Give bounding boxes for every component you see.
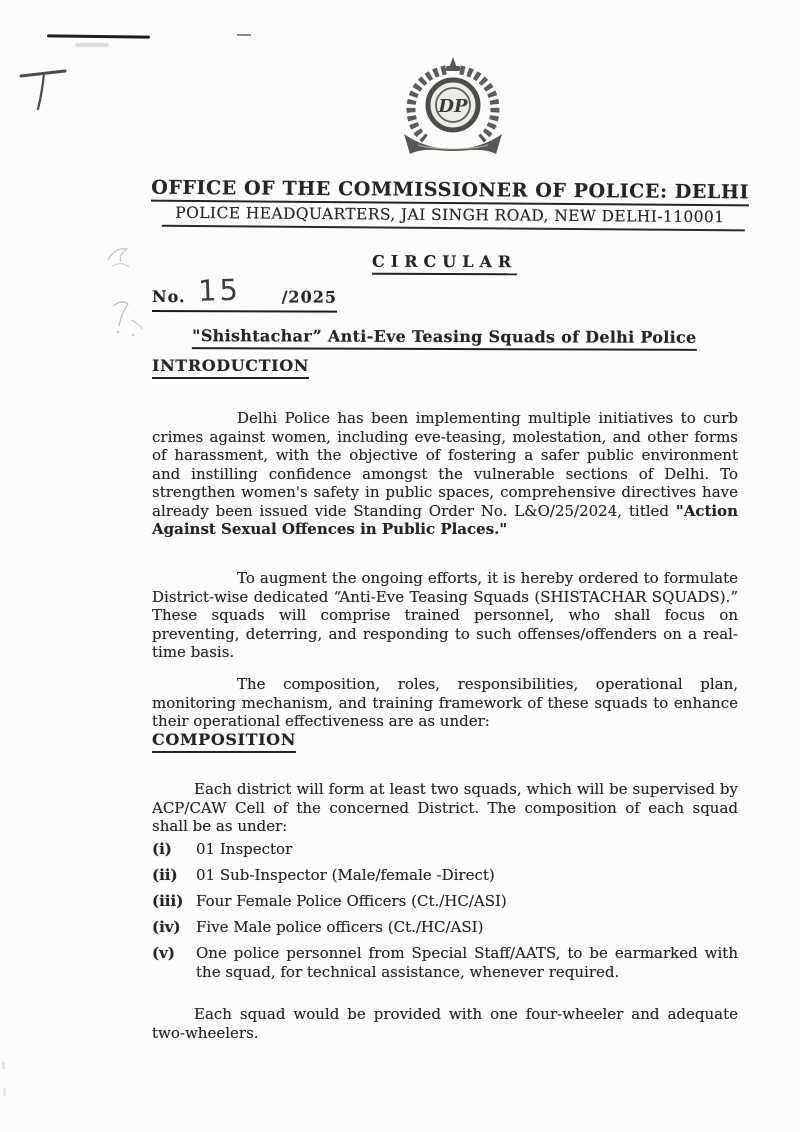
list-item	[152, 918, 738, 937]
circular-title: "Shishtachar” Anti-Eve Teasing Squads of Delhi Police	[192, 326, 696, 351]
composition-paragraph-2: Each squad would be provided with one four-wheeler and adequate two-wheelers.	[152, 1005, 738, 1042]
circular-number	[151, 272, 338, 313]
list-item	[152, 892, 738, 911]
introduction-heading: INTRODUCTION	[152, 356, 309, 379]
letterhead-rule	[162, 225, 745, 232]
list-item-number: (i)	[152, 840, 172, 858]
list-item-text: Five Male police officers (Ct./HC/ASI)	[196, 918, 484, 936]
list-item	[152, 840, 738, 859]
introduction-paragraph-3: The composition, roles, responsibilities, operational plan, monitoring mechanism, and training framework of these squads to enhance their operational effectiveness are as under:	[152, 675, 738, 730]
list-item-text: Four Female Police Officers (Ct./HC/ASI)	[196, 892, 507, 910]
list-item	[152, 866, 738, 885]
list-item-text: One police personnel from Special Staff/AATS, to be earmarked with the squad, for technical assistance, whenever required.	[196, 944, 738, 981]
composition-heading: COMPOSITION	[152, 730, 296, 753]
scan-artifact-smear	[75, 43, 109, 47]
scan-artifact-line	[47, 34, 150, 38]
circular-number-year: /2025	[281, 287, 338, 307]
composition-list	[152, 840, 738, 989]
office-title: OFFICE OF THE COMMISSIONER OF POLICE: DELHI	[151, 177, 749, 207]
handwritten-circular-number: 15	[197, 272, 242, 308]
paragraph-text: Delhi Police has been implementing multiple initiatives to curb crimes against women, including eve-teasing, molestation, and other forms of harassment, with the objective of fostering a safer public environment and instilling confidence amongst the vulnerable sections of Delhi. To strengthen women's safety in public spaces, comprehensive directives have already been issued vide Standing Order No. L&O/25/2024, titled	[152, 409, 738, 520]
scan-artifact-dash	[237, 34, 251, 36]
scan-speck	[2, 1062, 5, 1069]
introduction-paragraph-1	[152, 409, 738, 539]
circular-heading: CIRCULAR	[372, 252, 517, 276]
list-item-number: (iii)	[152, 892, 184, 910]
pencil-smudge	[103, 294, 155, 340]
list-item-number: (iv)	[152, 918, 181, 936]
list-item-number: (ii)	[152, 866, 178, 884]
list-item-text: 01 Sub-Inspector (Male/female -Direct)	[196, 866, 495, 884]
list-item-number: (v)	[152, 944, 175, 962]
scan-speck	[3, 1088, 6, 1096]
address-line: POLICE HEADQUARTERS, JAI SINGH ROAD, NEW DELHI-110001	[175, 203, 725, 227]
introduction-paragraph-2: To augment the ongoing efforts, it is hereby ordered to formulate District-wise dedicated “Anti-Eve Teasing Squads (SHISTACHAR SQUADS).” These squads will comprise trained personnel, who shall focus on preventing, deterring, and responding to such offenses/offenders on a real-time basis.	[152, 569, 738, 661]
pencil-smudge	[100, 238, 148, 274]
composition-paragraph-1: Each district will form at least two squads, which will be supervised by ACP/CAW Cell of the concerned District. The composition of each squad shall be as under:	[152, 780, 738, 835]
letterhead	[150, 177, 750, 232]
list-item	[152, 944, 738, 981]
handwritten-t-mark	[16, 64, 80, 120]
delhi-police-emblem-icon	[398, 57, 508, 157]
standing-order-title: "Action Against Sexual Offences in Public Places."	[152, 501, 738, 538]
circular-heading-block	[152, 251, 737, 351]
svg-text:DP: DP	[438, 96, 468, 117]
list-item-text: 01 Inspector	[196, 840, 293, 858]
circular-number-label: No.	[151, 286, 186, 307]
